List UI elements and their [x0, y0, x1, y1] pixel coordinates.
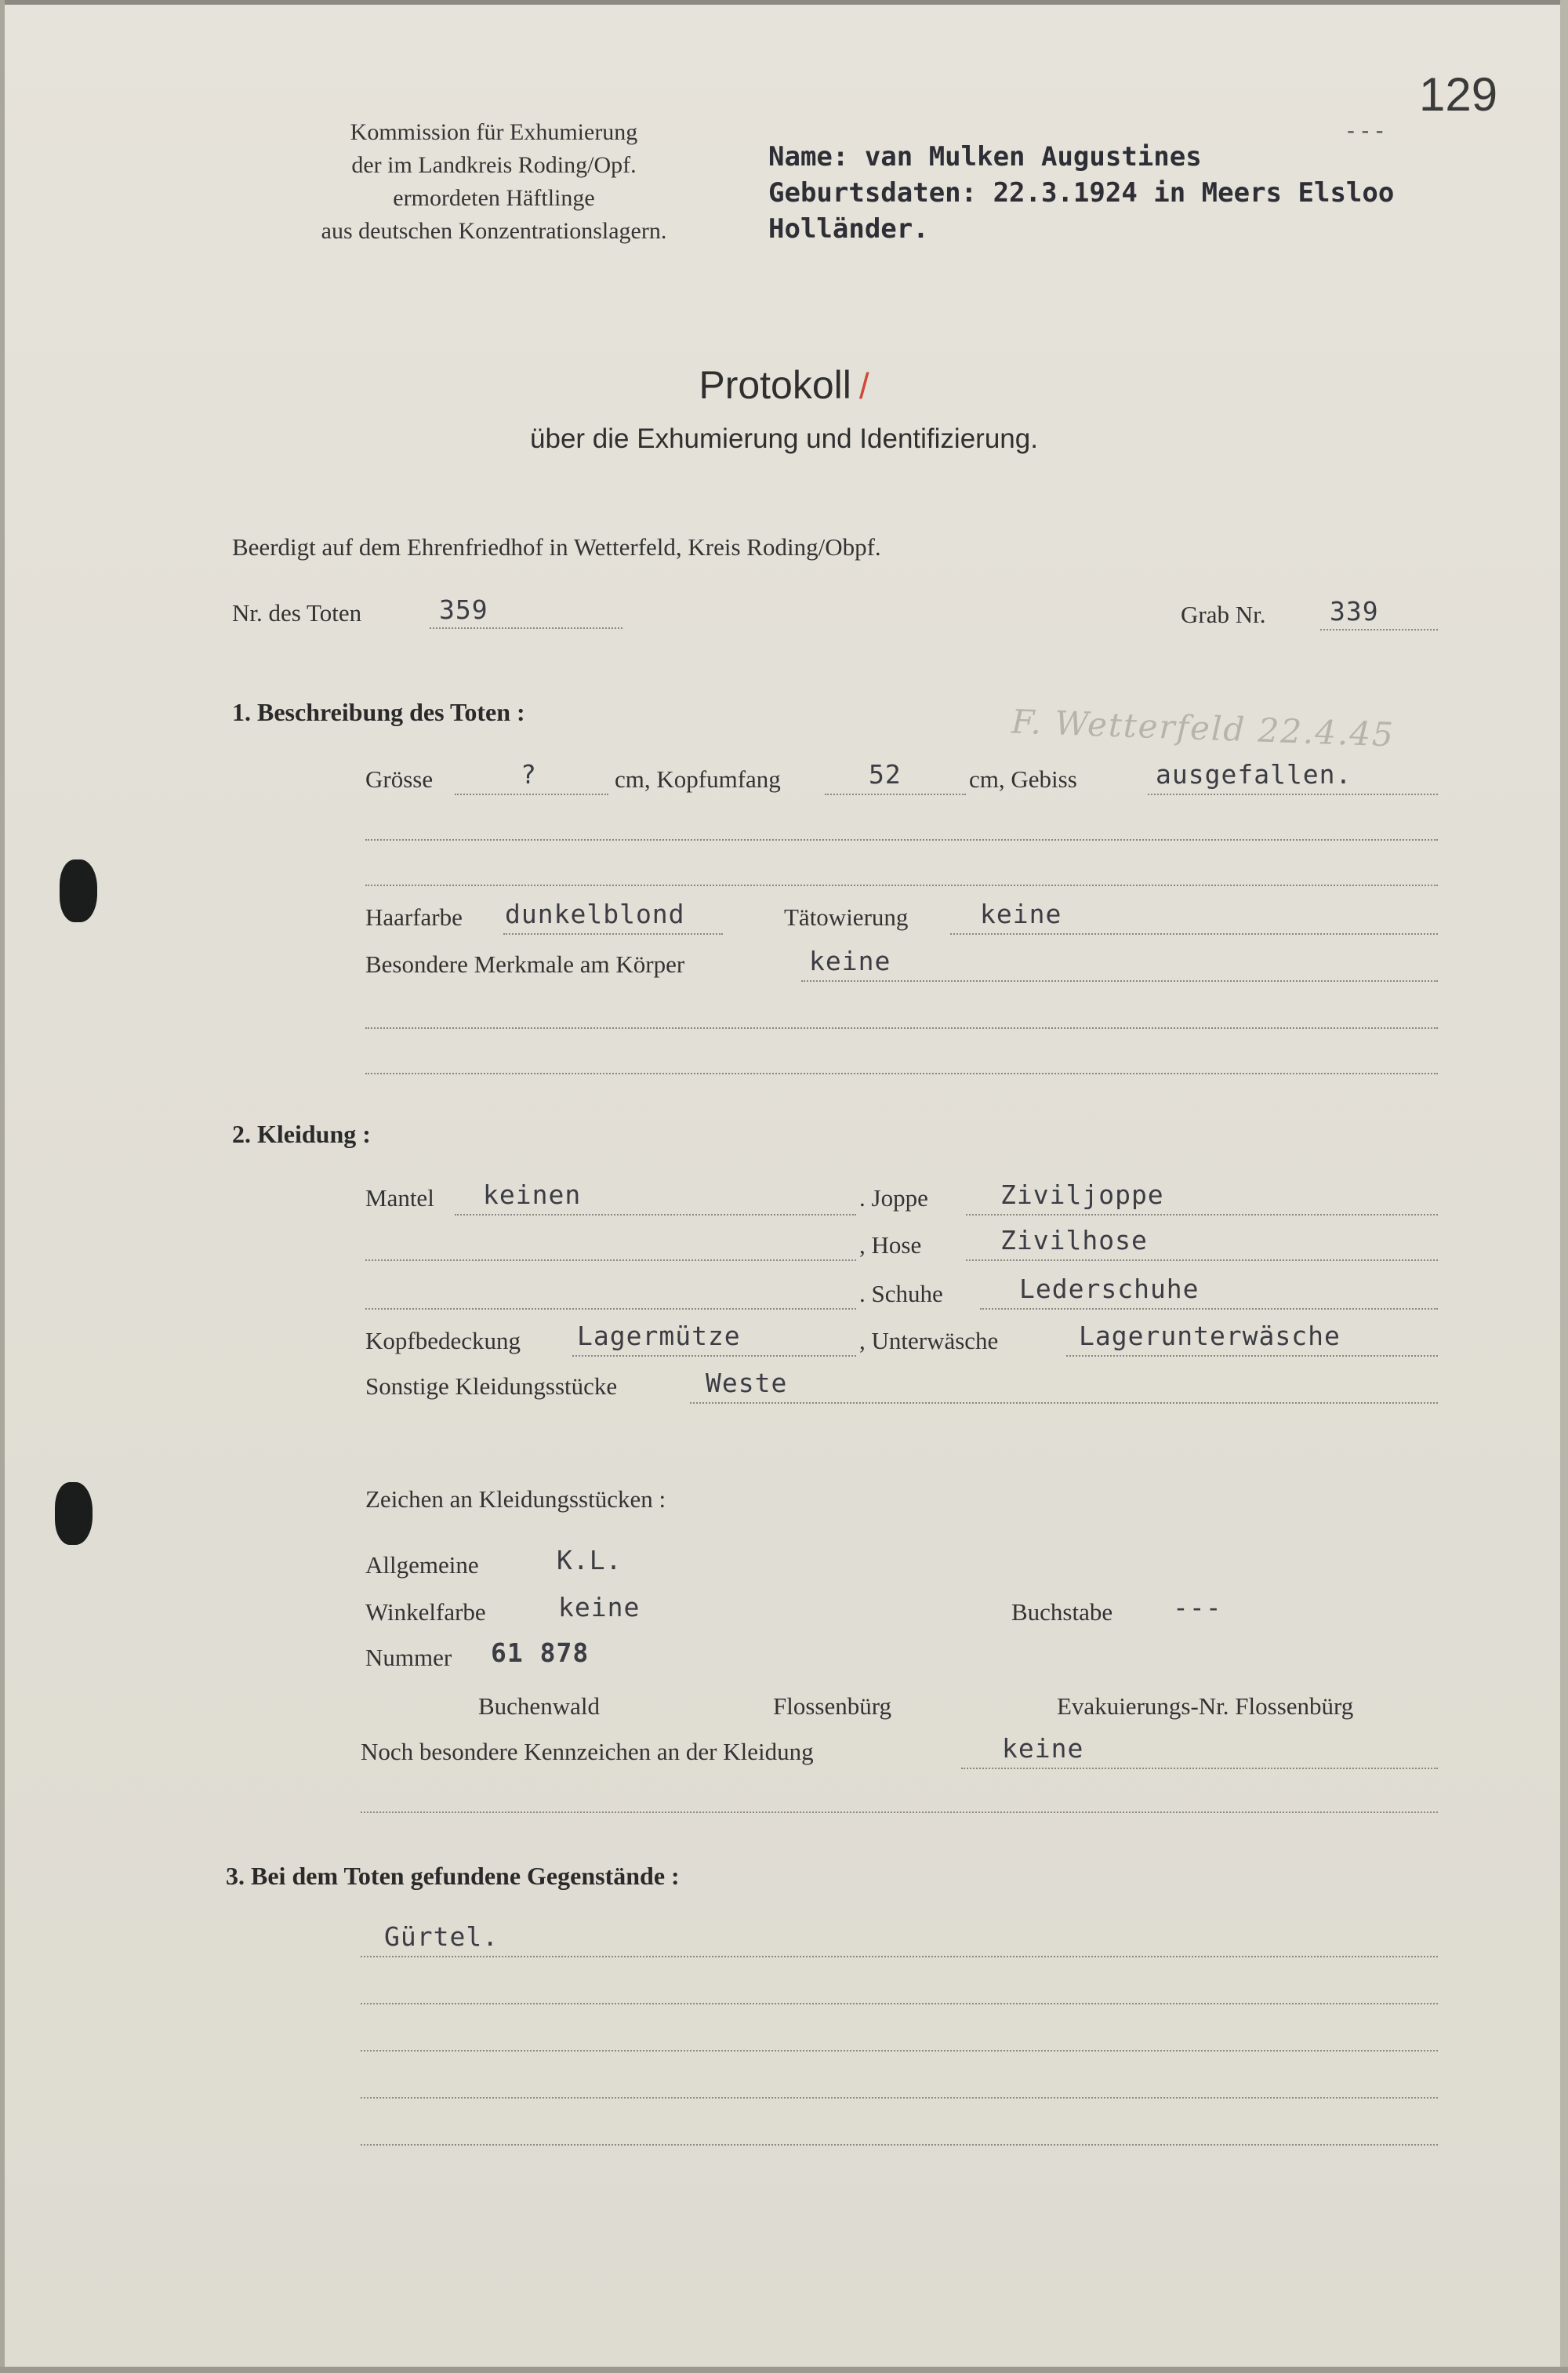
sonstige-value: Weste [706, 1368, 788, 1398]
unterwaesche-line [1066, 1355, 1438, 1357]
taetowierung-value: keine [980, 899, 1062, 929]
mantel-label: Mantel [365, 1184, 434, 1212]
found-item-1: Gürtel. [384, 1921, 499, 1952]
items-line-3 [361, 2050, 1438, 2051]
buchstabe-label: Buchstabe [1011, 1598, 1113, 1626]
groesse-value: ? [521, 759, 537, 790]
page-mark: - - - [1347, 118, 1384, 144]
taetowierung-line [950, 933, 1438, 935]
document-title [0, 362, 1568, 408]
items-line-2 [361, 2003, 1438, 2004]
burial-location: Beerdigt auf dem Ehrenfriedhof in Wetterfeld, Kreis Roding/Obpf. [232, 533, 881, 561]
punch-hole-lower [55, 1482, 93, 1545]
typed-birth-data: Geburtsdaten: 22.3.1924 in Meers Elsloo [768, 177, 1395, 209]
mantel-value: keinen [483, 1179, 582, 1210]
page-edge-bottom [0, 2367, 1568, 2373]
typed-nationality: Holländer. [768, 213, 929, 245]
blank-line-2 [365, 885, 1438, 886]
winkelfarbe-label: Winkelfarbe [365, 1598, 486, 1626]
haarfarbe-line [503, 933, 723, 935]
gebiss-label: cm, Gebiss [969, 765, 1077, 793]
items-line-1 [361, 1956, 1438, 1957]
nummer-label: Nummer [365, 1644, 452, 1671]
kopfbedeckung-label: Kopfbedeckung [365, 1327, 521, 1354]
kopfumfang-line [825, 794, 966, 795]
items-line-5 [361, 2144, 1438, 2146]
document-subtitle: über die Exhumierung und Identifizierung. [530, 423, 1038, 454]
page-edge-top [0, 0, 1568, 5]
grave-number-value: 339 [1330, 596, 1379, 627]
kennzeichen-value: keine [1002, 1733, 1084, 1764]
commission-line-3: ermordeten Häftlinge [393, 185, 595, 211]
blank-line-4 [365, 1073, 1438, 1074]
schuhe-line [980, 1308, 1438, 1310]
section-2-heading: 2. Kleidung : [232, 1120, 371, 1148]
allgemeine-label: Allgemeine [365, 1551, 479, 1579]
typed-name: Name: van Mulken Augustines [768, 141, 1202, 173]
pencil-tick-icon: / [858, 365, 869, 406]
evakuierungs-label: Evakuierungs-Nr. Flossenbürg [1057, 1692, 1354, 1720]
nummer-value: 61 878 [491, 1637, 590, 1668]
commission-header [259, 116, 729, 248]
kennzeichen-label: Noch besondere Kennzeichen an der Kleidung [361, 1738, 814, 1765]
section-3-heading: 3. Bei dem Toten gefundene Gegenstände : [226, 1862, 680, 1890]
hose-value: Zivilhose [1000, 1225, 1148, 1256]
merkmale-label: Besondere Merkmale am Körper [365, 950, 685, 978]
haarfarbe-value: dunkelblond [505, 899, 685, 929]
mantel-line [455, 1214, 856, 1216]
sonstige-label: Sonstige Kleidungsstücke [365, 1372, 618, 1400]
haarfarbe-label: Haarfarbe [365, 903, 463, 931]
hose-line [966, 1259, 1438, 1261]
dead-number-label: Nr. des Toten [232, 599, 362, 627]
winkelfarbe-value: keine [558, 1592, 641, 1623]
hose-label: , Hose [859, 1231, 922, 1259]
groesse-label: Grösse [365, 765, 434, 793]
joppe-line [966, 1214, 1438, 1216]
commission-line-1: Kommission für Exhumierung [350, 119, 638, 145]
blank-line-3 [365, 1027, 1438, 1029]
section-1-heading: 1. Beschreibung des Toten : [232, 698, 525, 726]
items-line-4 [361, 2097, 1438, 2099]
sonstige-line [690, 1402, 1438, 1404]
merkmale-value: keine [809, 946, 891, 976]
taetowierung-label: Tätowierung [784, 903, 909, 931]
unterwaesche-label: , Unterwäsche [859, 1327, 999, 1354]
kopfumfang-value: 52 [869, 759, 902, 790]
schuhe-label: . Schuhe [859, 1280, 943, 1307]
grave-number-line [1320, 629, 1438, 630]
schuhe-value: Lederschuhe [1019, 1274, 1200, 1304]
page-number: 129 [1419, 68, 1498, 121]
buchstabe-value: --- [1173, 1592, 1222, 1623]
gebiss-line [1148, 794, 1438, 795]
kopfbedeckung-value: Lagermütze [577, 1321, 741, 1351]
page-edge-left [0, 0, 5, 2373]
kopfumfang-label: cm, Kopfumfang [615, 765, 781, 793]
dead-number-line [430, 627, 622, 629]
grave-number-label: Grab Nr. [1181, 601, 1266, 628]
groesse-line [455, 794, 608, 795]
gebiss-value: ausgefallen. [1156, 759, 1352, 790]
punch-hole-upper [60, 859, 97, 922]
joppe-value: Ziviljoppe [1000, 1179, 1164, 1210]
commission-line-2: der im Landkreis Roding/Opf. [351, 152, 637, 178]
buchenwald-label: Buchenwald [478, 1692, 600, 1720]
kennzeichen-line [961, 1768, 1438, 1769]
commission-line-4: aus deutschen Konzentrationslagern. [321, 218, 667, 244]
blank-clothing-line-2 [365, 1308, 856, 1310]
pencil-note: F. Wetterfeld 22.4.45 [1011, 702, 1396, 754]
blank-clothing-line-1 [365, 1259, 856, 1261]
kopfbedeckung-line [572, 1355, 856, 1357]
page-edge-right [1560, 0, 1568, 2373]
blank-clothing-line-3 [361, 1812, 1438, 1813]
joppe-label: . Joppe [859, 1184, 928, 1212]
merkmale-line [801, 980, 1438, 982]
dead-number-value: 359 [439, 594, 488, 625]
unterwaesche-value: Lagerunterwäsche [1079, 1321, 1341, 1351]
blank-line-1 [365, 839, 1438, 841]
zeichen-label: Zeichen an Kleidungsstücken : [365, 1485, 666, 1513]
allgemeine-value: K.L. [557, 1545, 622, 1575]
document-title-text: Protokoll [699, 363, 851, 407]
flossenbuerg-label: Flossenbürg [773, 1692, 892, 1720]
